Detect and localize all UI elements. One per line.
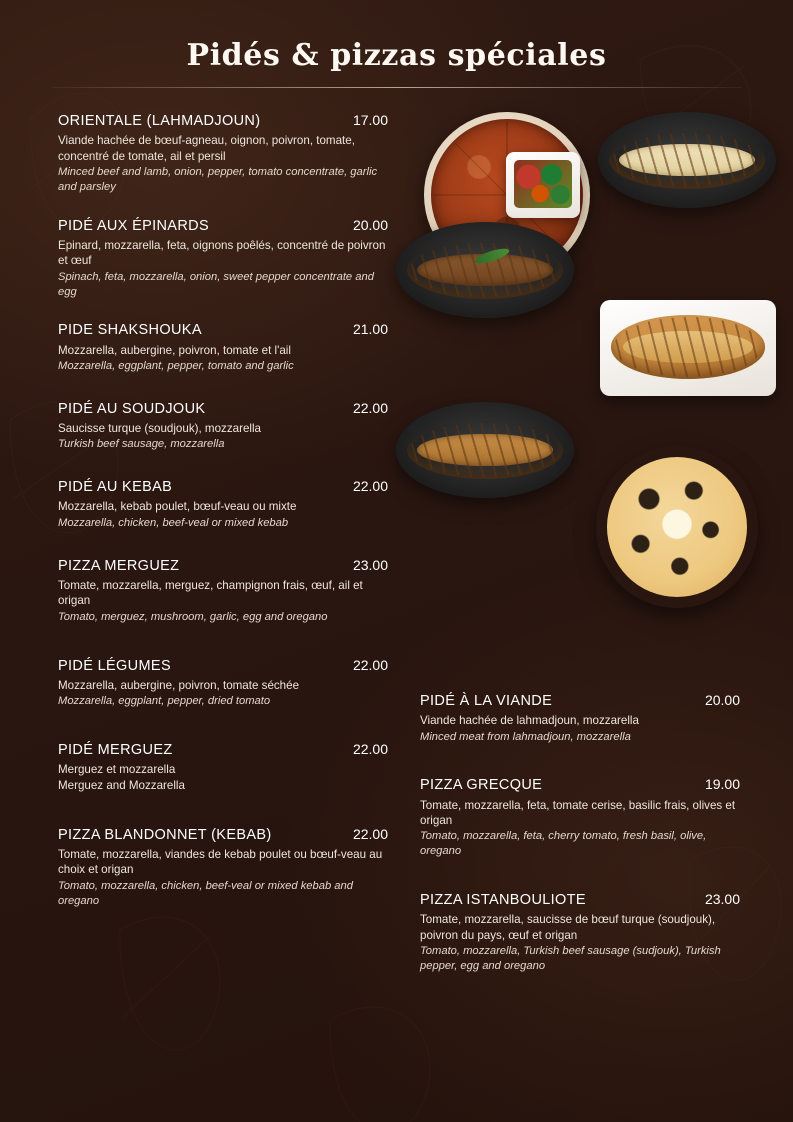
menu-item-price: 22.00 <box>352 478 388 495</box>
menu-item-description-fr: Tomate, mozzarella, merguez, champignon frais, œuf, ail et origan <box>58 578 363 608</box>
menu-item-price: 19.00 <box>704 776 740 793</box>
menu-item-description-fr: Tomate, mozzarella, viandes de kebab poulet ou bœuf-veau au choix et origan <box>58 848 383 877</box>
menu-item-name: PIDÉ AU KEBAB <box>58 479 173 496</box>
menu-item-price: 20.00 <box>352 216 388 233</box>
menu-item-header <box>58 826 388 844</box>
menu-item <box>420 891 740 974</box>
menu-item-name: PIDÉ À LA VIANDE <box>420 693 553 709</box>
menu-item-header <box>420 692 740 710</box>
menu-item-name: PIZZA BLANDONNET (KEBAB) <box>58 826 272 843</box>
menu-item-price: 22.00 <box>352 825 388 842</box>
menu-item-header <box>58 478 388 496</box>
menu-item <box>420 692 740 744</box>
menu-item-description-fr: Mozzarella, kebab poulet, bœuf-veau ou mixte <box>58 500 297 514</box>
menu-item-description-fr: Mozzarella, aubergine, poivron, tomate et l'ail <box>58 343 291 357</box>
menu-item <box>58 112 388 195</box>
menu-item-name: ORIENTALE (LAHMADJOUN) <box>58 113 261 129</box>
pide-spinach-tray-photo <box>598 112 776 208</box>
page-header <box>0 0 793 88</box>
menu-item-description-fr: Viande hachée de lahmadjoun, mozzarella <box>420 714 639 728</box>
menu-item <box>58 657 388 709</box>
menu-item-description-en: Tomato, mozzarella, feta, cherry tomato, fresh basil, olive, oregano <box>420 830 707 858</box>
menu-item-header <box>420 776 740 794</box>
menu-item-description-fr: Mozzarella, aubergine, poivron, tomate séchée <box>58 678 300 692</box>
menu-item-header <box>58 557 388 575</box>
menu-item <box>420 776 740 859</box>
menu-item-description-en: Tomato, mozzarella, Turkish beef sausage (sudjouk), Turkish pepper, egg and oregano <box>420 945 721 972</box>
menu-item-description-fr: Saucisse turque (soudjouk), mozzarella <box>58 421 261 435</box>
menu-item-header <box>58 217 388 235</box>
menu-item-header <box>58 741 388 759</box>
salad-bowl <box>506 152 580 218</box>
menu-column-right <box>420 692 740 994</box>
pizza-istanbouliote-photo <box>596 446 758 608</box>
menu-item-description-en: Mozzarella, eggplant, pepper, dried tomato <box>58 695 271 708</box>
menu-item-description-en: Turkish beef sausage, mozzarella <box>58 438 225 451</box>
pide-merguez-tray-photo <box>396 402 574 498</box>
menu-item-name: PIDÉ LÉGUMES <box>58 657 171 674</box>
menu-item-price: 22.00 <box>352 740 388 757</box>
menu-item-description-fr: Tomate, mozzarella, saucisse de bœuf turque (soudjouk), poivron du pays, œuf et origan <box>420 913 716 942</box>
menu-item-description-en: Merguez and Mozzarella <box>58 779 185 793</box>
menu-item <box>58 826 388 909</box>
pide-slices <box>410 243 560 297</box>
menu-item-name: PIZZA GRECQUE <box>420 777 543 794</box>
menu-item-description-fr: Epinard, mozzarella, feta, oignons poêlés, concentré de poivron et œuf <box>58 238 386 268</box>
menu-item-name: PIDÉ AUX ÉPINARDS <box>58 217 209 234</box>
menu-item-price: 20.00 <box>704 692 740 708</box>
pizza-toppings <box>607 457 747 597</box>
menu-item-header <box>58 657 388 675</box>
pide-slices <box>612 133 762 187</box>
menu-item-name: PIDÉ AU SOUDJOUK <box>58 400 206 417</box>
menu-item-header <box>58 400 388 418</box>
menu-item <box>58 557 388 625</box>
menu-item <box>58 478 388 530</box>
menu-item <box>58 217 388 300</box>
pide-meat-tray-photo <box>396 222 574 318</box>
menu-item-price: 23.00 <box>704 891 740 908</box>
menu-item-description-fr: Tomate, mozzarella, feta, tomate cerise, basilic frais, olives et origan <box>420 798 736 827</box>
menu-item-description-fr: Viande hachée de bœuf-agneau, oignon, poivron, tomate, concentré de tomate, ail et persil <box>58 134 355 163</box>
menu-item-name: PIDE SHAKSHOUKA <box>58 322 202 339</box>
menu-item <box>58 321 388 373</box>
page-title: Pidés & pizzas spéciales <box>186 38 607 73</box>
pide-slices <box>614 317 762 377</box>
menu-item-price: 23.00 <box>352 556 388 573</box>
menu-column-left <box>58 112 388 929</box>
menu-item-description-en: Tomato, mozzarella, chicken, beef-veal or mixed kebab and oregano <box>58 879 353 907</box>
menu-item <box>58 400 388 452</box>
pide-slices <box>410 423 560 477</box>
menu-item-description-en: Minced beef and lamb, onion, pepper, tomato concentrate, garlic and parsley <box>58 165 378 193</box>
menu-item-price: 22.00 <box>352 399 388 416</box>
menu-item-name: PIZZA ISTANBOULIOTE <box>420 892 586 909</box>
title-divider <box>52 87 742 88</box>
pide-kebab-white-plate-photo <box>600 300 776 396</box>
menu-item-description-fr: Merguez et mozzarella <box>58 763 176 777</box>
menu-item-description-en: Mozzarella, chicken, beef-veal or mixed kebab <box>58 516 289 529</box>
menu-item-description-en: Spinach, feta, mozzarella, onion, sweet pepper concentrate and egg <box>58 270 374 298</box>
menu-item-header <box>420 891 740 909</box>
menu-item-description-en: Tomato, merguez, mushroom, garlic, egg and oregano <box>58 610 328 623</box>
menu-item-name: PIDÉ MERGUEZ <box>58 741 173 758</box>
menu-item-price: 17.00 <box>352 112 388 128</box>
menu-item-header <box>58 112 388 130</box>
menu-item-name: PIZZA MERGUEZ <box>58 557 180 574</box>
menu-item-description-en: Minced meat from lahmadjoun, mozzarella <box>420 730 631 743</box>
menu-item-header <box>58 321 388 339</box>
menu-item-price: 21.00 <box>352 321 388 338</box>
menu-item-description-en: Mozzarella, eggplant, pepper, tomato and garlic <box>58 359 294 372</box>
menu-item <box>58 741 388 794</box>
menu-item-price: 22.00 <box>352 656 388 673</box>
